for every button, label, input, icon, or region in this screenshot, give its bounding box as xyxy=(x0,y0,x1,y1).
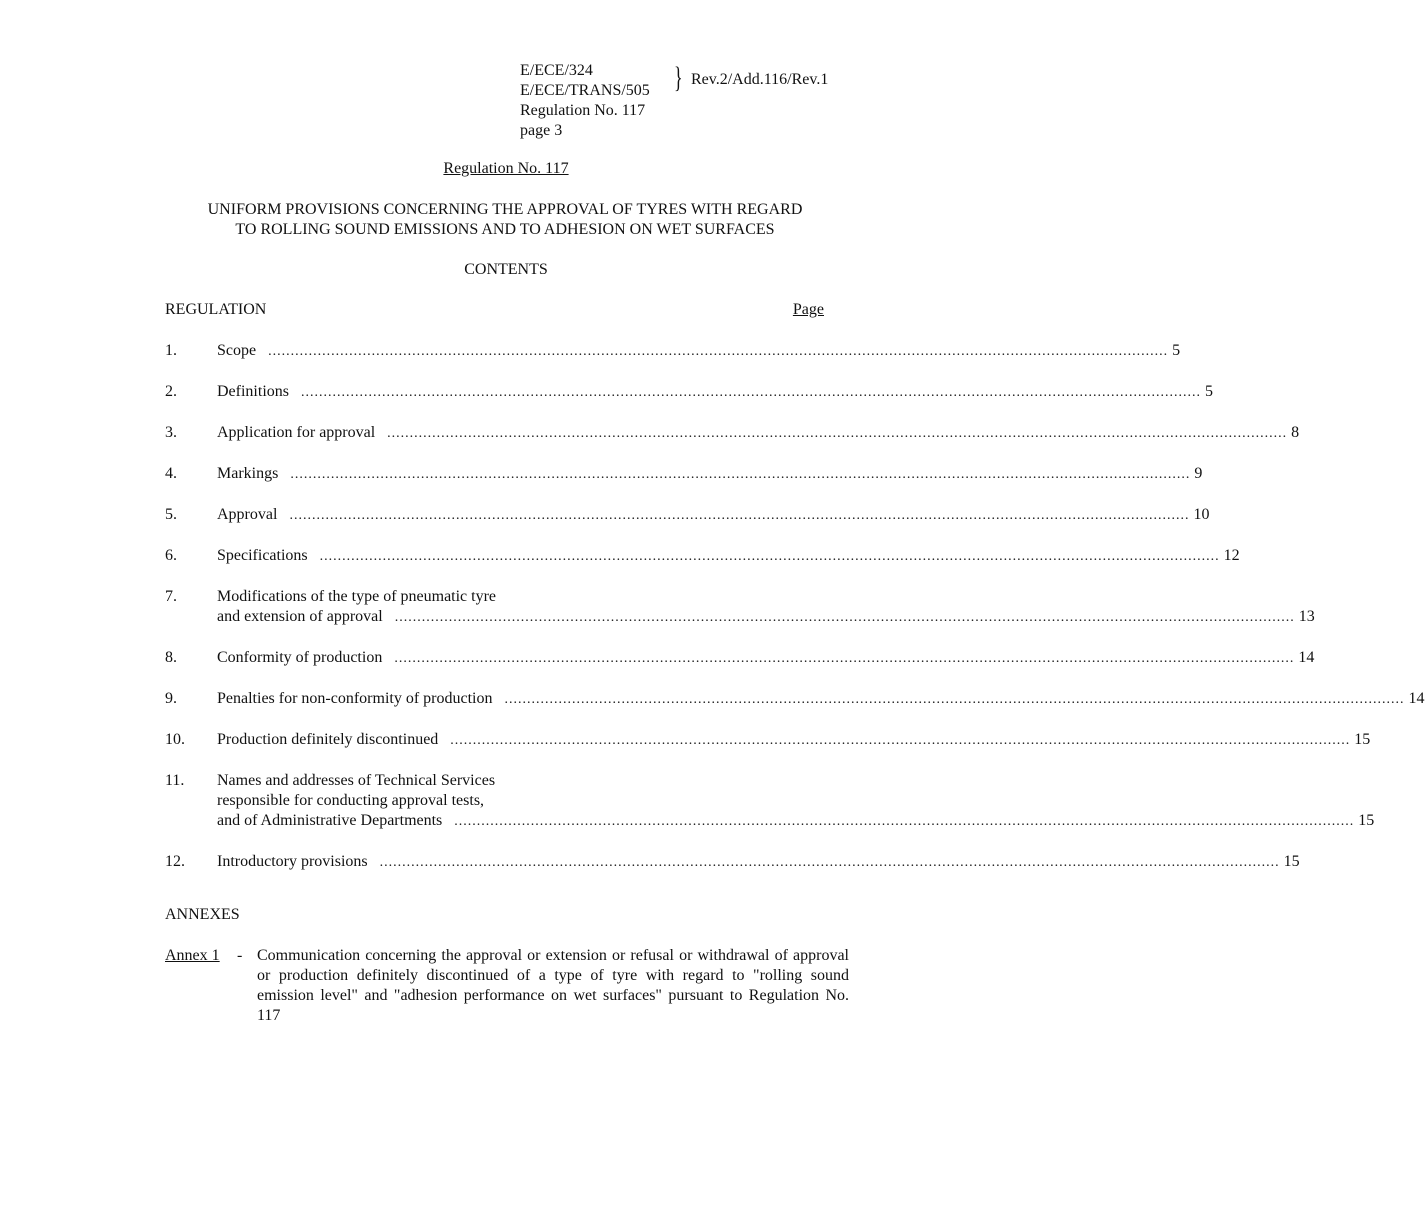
toc-entry-body xyxy=(217,730,1371,751)
toc-entry-title: Conformity of production xyxy=(217,649,383,666)
toc-entry-number: 9. xyxy=(165,690,177,707)
toc-entry-body xyxy=(217,382,1213,403)
toc-entry-line xyxy=(217,730,1371,751)
toc-leader-dots: ........................................................................................................................................................................................................ xyxy=(319,549,1220,564)
toc-entry-title: Markings xyxy=(217,465,279,482)
toc-entry-title: Application for approval xyxy=(217,424,376,441)
toc-entry-body xyxy=(217,546,1240,567)
document-symbol-line: Regulation No. 117 xyxy=(520,102,646,119)
toc-entry-number: 12. xyxy=(165,853,185,870)
toc-entry xyxy=(165,730,1371,751)
toc-entry-body xyxy=(217,505,1210,526)
toc-leader-dots: ........................................................................................................................................................................................................ xyxy=(394,651,1295,666)
toc-entry xyxy=(165,689,1425,710)
regulation-title: Regulation No. 117 xyxy=(443,160,569,177)
toc-entry-title: Specifications xyxy=(217,547,308,564)
toc-entry-body xyxy=(217,689,1425,710)
toc-entry-body xyxy=(217,771,1375,832)
toc-entry-line xyxy=(217,546,1240,567)
toc-entry-title: Approval xyxy=(217,506,278,523)
toc-leader-dots: ........................................................................................................................................................................................................ xyxy=(450,733,1351,748)
toc-entry-number: 6. xyxy=(165,547,177,564)
toc-leader-dots: ........................................................................................................................................................................................................ xyxy=(289,508,1190,523)
toc-entry-number: 3. xyxy=(165,424,177,441)
toc-entry-title: Definitions xyxy=(217,383,289,400)
page-column-label: Page xyxy=(792,301,824,318)
toc-entry xyxy=(165,382,1213,403)
toc-leader-dots: ........................................................................................................................................................................................................ xyxy=(504,692,1405,707)
toc-entry-page: 15 xyxy=(1354,731,1371,748)
toc-entry xyxy=(165,341,1181,362)
document-symbol-line: E/ECE/324 xyxy=(520,62,593,79)
regulation-label: REGULATION xyxy=(165,301,267,318)
toc-entry-page: 15 xyxy=(1358,812,1375,829)
toc-entry-body xyxy=(217,648,1315,669)
toc-entry xyxy=(165,464,1203,485)
toc-leader-dots: ........................................................................................................................................................................................................ xyxy=(387,426,1288,441)
document-symbol-block xyxy=(520,61,650,141)
toc-entry-title: Scope xyxy=(217,342,257,359)
toc-entry xyxy=(165,423,1300,444)
toc-entry-page: 13 xyxy=(1298,608,1315,625)
toc-entry-line xyxy=(217,689,1425,710)
toc-entry xyxy=(165,648,1315,669)
main-title xyxy=(170,200,840,240)
toc-entry-title: and of Administrative Departments xyxy=(217,812,443,829)
main-title-line: TO ROLLING SOUND EMISSIONS AND TO ADHESION ON WET SURFACES xyxy=(235,221,775,238)
toc-entry-number: 5. xyxy=(165,506,177,523)
toc-entry-line xyxy=(217,852,1300,873)
toc-entry-title: Names and addresses of Technical Services xyxy=(217,772,496,789)
toc-entry-page: 14 xyxy=(1408,690,1425,707)
main-title-line: UNIFORM PROVISIONS CONCERNING THE APPROVAL OF TYRES WITH REGARD xyxy=(207,201,803,218)
toc-leader-dots: ........................................................................................................................................................................................................ xyxy=(268,344,1169,359)
toc-entry-body xyxy=(217,464,1203,485)
toc-entry-body xyxy=(217,423,1300,444)
toc-entry-title: Introductory provisions xyxy=(217,853,368,870)
toc-entry-page: 14 xyxy=(1298,649,1315,666)
toc-entry-number: 10. xyxy=(165,731,185,748)
toc-entry xyxy=(165,771,1375,832)
toc-entry xyxy=(165,546,1240,567)
toc-entry xyxy=(165,587,1315,628)
toc-entry-number: 7. xyxy=(165,588,177,605)
toc-entry-page: 12 xyxy=(1223,547,1240,564)
toc-entry-number: 4. xyxy=(165,465,177,482)
toc-entry-line xyxy=(217,341,1181,362)
toc-leader-dots: ........................................................................................................................................................................................................ xyxy=(290,467,1191,482)
toc-leader-dots: ........................................................................................................................................................................................................ xyxy=(301,385,1201,400)
toc-entry-title: Penalties for non-conformity of production xyxy=(217,690,493,707)
annex-entry xyxy=(165,946,849,1026)
document-symbol-line: E/ECE/TRANS/505 xyxy=(520,82,650,99)
contents-heading: CONTENTS xyxy=(464,261,548,278)
toc-entry-number: 2. xyxy=(165,383,177,400)
toc-entry-number: 1. xyxy=(165,342,177,359)
annexes-heading: ANNEXES xyxy=(165,906,240,923)
annex-label: Annex 1 xyxy=(165,947,220,964)
toc-entry-line xyxy=(217,771,824,791)
toc-entry-number: 11. xyxy=(165,772,185,789)
toc-entry-line xyxy=(217,382,1213,403)
toc-entry-line xyxy=(217,464,1203,485)
annex-description: Communication concerning the approval or extension or refusal or withdrawal of approval or production definitely discontinued of a type of tyre with regard to "rolling sound emission level" and "adhesion performance on wet surfaces" pursuant to Regulation No. 117 xyxy=(257,947,849,1024)
toc-leader-dots: ........................................................................................................................................................................................................ xyxy=(394,610,1295,625)
toc-entry-number: 8. xyxy=(165,649,177,666)
toc-entry-page: 9 xyxy=(1194,465,1203,482)
toc-entry-body xyxy=(217,852,1300,873)
toc-leader-dots: ........................................................................................................................................................................................................ xyxy=(454,814,1355,829)
toc-entry-page: 5 xyxy=(1172,342,1181,359)
toc-entry-line xyxy=(217,791,824,811)
toc-entry-line xyxy=(217,587,824,607)
toc-entry-line xyxy=(217,423,1300,444)
toc-entry-page: 5 xyxy=(1205,383,1213,400)
toc-entry-line xyxy=(217,505,1210,526)
toc-entry-title: and extension of approval xyxy=(217,608,383,625)
table-of-contents xyxy=(165,341,1425,893)
toc-entry-title: responsible for conducting approval tests, xyxy=(217,792,485,809)
toc-entry-page: 8 xyxy=(1291,424,1300,441)
annex-dash: - xyxy=(237,947,243,964)
toc-entry-line xyxy=(217,811,1375,832)
toc-entry-page: 15 xyxy=(1283,853,1300,870)
toc-entry-page: 10 xyxy=(1193,506,1210,523)
toc-entry-line xyxy=(217,648,1315,669)
revision-label: Rev.2/Add.116/Rev.1 xyxy=(691,71,829,88)
toc-entry-body xyxy=(217,587,1315,628)
toc-leader-dots: ........................................................................................................................................................................................................ xyxy=(379,855,1280,870)
document-page-number: page 3 xyxy=(520,122,563,139)
toc-entry-title: Modifications of the type of pneumatic tyre xyxy=(217,588,497,605)
toc-entry-title: Production definitely discontinued xyxy=(217,731,439,748)
toc-entry-body xyxy=(217,341,1181,362)
toc-entry xyxy=(165,852,1300,873)
header-brace: } xyxy=(674,61,683,94)
toc-entry xyxy=(165,505,1210,526)
toc-entry-line xyxy=(217,607,1315,628)
